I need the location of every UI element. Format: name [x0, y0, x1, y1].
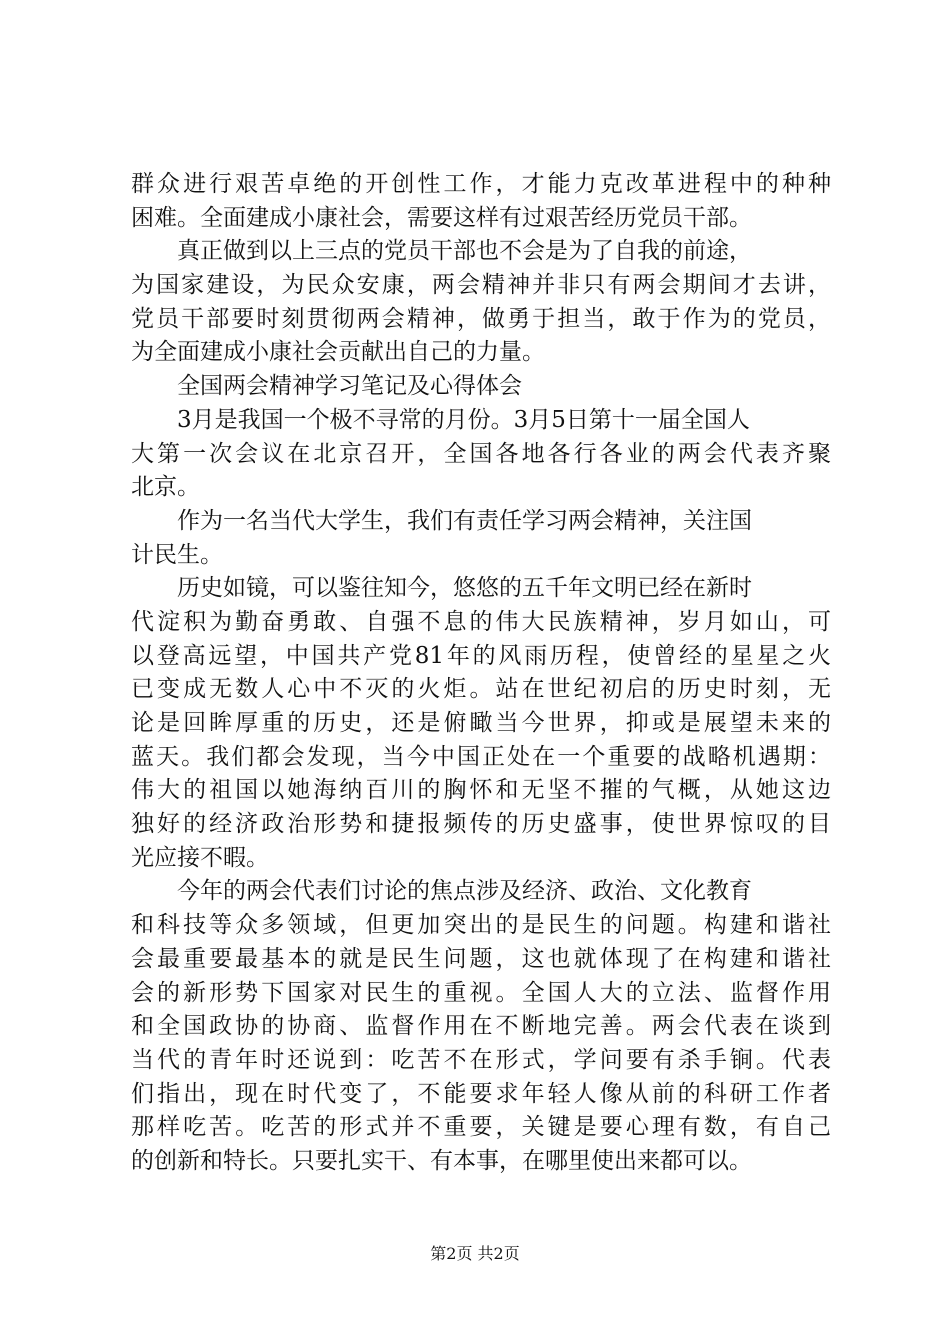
text-line: 3月是我国一个极不寻常的月份。3月5日第十一届全国人 [177, 406, 750, 433]
text-line: 那样吃苦。吃苦的形式并不重要，关键是要心理有数，有自己 [131, 1114, 831, 1141]
text-line: 今年的两会代表们讨论的焦点涉及经济、政治、文化教育 [177, 878, 752, 905]
text-line: 光应接不暇。 [131, 844, 269, 871]
text-line: 伟大的祖国以她海纳百川的胸怀和无坚不摧的气概，从她这边 [131, 777, 831, 804]
text-line: 独好的经济政治形势和捷报频传的历史盛事，使世界惊叹的目 [131, 811, 831, 838]
text-line: 历史如镜，可以鉴往知今，悠悠的五千年文明已经在新时 [177, 575, 752, 602]
text-line: 为国家建设，为民众安康，两会精神并非只有两会期间才去讲， [131, 272, 831, 299]
text-line: 蓝天。我们都会发现，当今中国正处在一个重要的战略机遇期： [131, 743, 831, 770]
text-line: 计民生。 [131, 541, 223, 568]
body-text [131, 168, 831, 1179]
text-line: 已变成无数人心中不灭的火炬。站在世纪初启的历史时刻，无 [131, 676, 831, 703]
text-line: 大第一次会议在北京召开，全国各地各行各业的两会代表齐聚 [131, 440, 831, 467]
text-line: 为全面建成小康社会贡献出自己的力量。 [131, 339, 545, 366]
section-heading: 全国两会精神学习笔记及心得体会 [177, 373, 522, 400]
text-line: 当代的青年时还说到：吃苦不在形式，学问要有杀手锏。代表 [131, 1046, 831, 1073]
text-line: 作为一名当代大学生，我们有责任学习两会精神，关注国 [177, 507, 752, 534]
text-line: 代淀积为勤奋勇敢、自强不息的伟大民族精神，岁月如山，可 [131, 608, 831, 635]
text-line: 会最重要最基本的就是民生问题，这也就体现了在构建和谐社 [131, 945, 831, 972]
text-line: 群众进行艰苦卓绝的开创性工作，才能力克改革进程中的种种 [131, 171, 831, 197]
text-line: 会的新形势下国家对民生的重视。全国人大的立法、监督作用 [131, 979, 831, 1006]
page-footer [0, 1242, 950, 1266]
text-line: 困难。全面建成小康社会，需要这样有过艰苦经历党员干部。 [131, 204, 752, 231]
text-line: 真正做到以上三点的党员干部也不会是为了自我的前途， [177, 238, 752, 265]
text-line: 和科技等众多领域，但更加突出的是民生的问题。构建和谐社 [131, 912, 831, 939]
text-line: 论是回眸厚重的历史，还是俯瞰当今世界，抑或是展望未来的 [131, 710, 831, 736]
text-line: 和全国政协的协商、监督作用在不断地完善。两会代表在谈到 [131, 1013, 831, 1040]
text-line: 的创新和特长。只要扎实干、有本事，在哪里使出来都可以。 [131, 1147, 752, 1174]
text-line: 以登高远望，中国共产党81年的风雨历程，使曾经的星星之火 [131, 642, 831, 669]
text-line: 们指出，现在时代变了，不能要求年轻人像从前的科研工作者 [131, 1080, 831, 1107]
text-line: 党员干部要时刻贯彻两会精神，做勇于担当，敢于作为的党员， [131, 305, 831, 332]
text-line: 北京。 [131, 474, 200, 501]
page-number-label: 第2页 共2页 [430, 1244, 520, 1263]
